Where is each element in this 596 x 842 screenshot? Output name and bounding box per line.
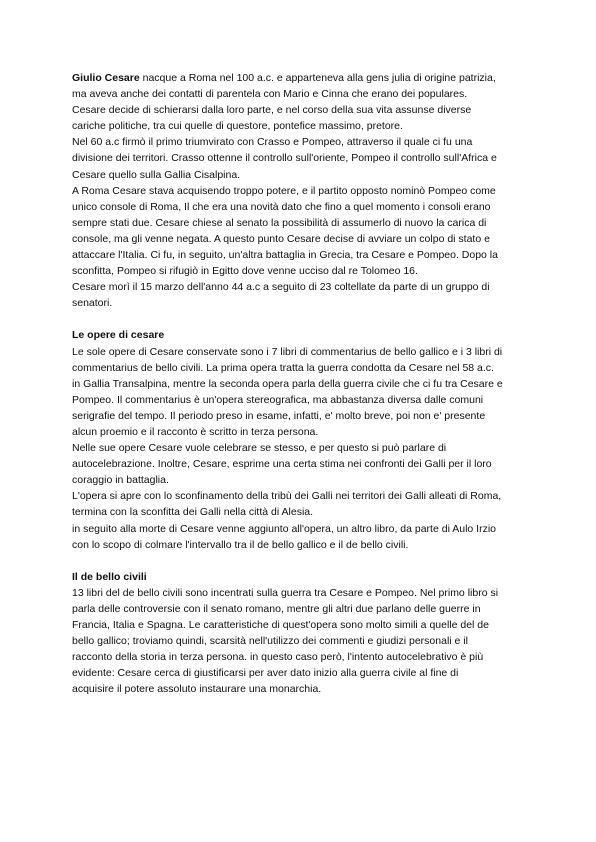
text-line: alcun proemio e il racconto è scritto in terza persona. (72, 425, 319, 438)
text-line: Cesare morì il 15 marzo dell'anno 44 a.c a seguito di 23 coltellate da parte di un gruppo di (72, 281, 490, 294)
text-line: in seguito alla morte di Cesare venne aggiunto all'opera, un altro libro, da parte di Aulo Irzio (72, 522, 497, 535)
text-line: 13 libri del de bello civili sono incentrati sulla guerra tra Cesare e Pompeo. Nel primo libro si (72, 586, 499, 599)
opere-section (72, 327, 540, 552)
text-line: Nel 60 a.c firmò il primo triumvirato con Crasso e Pompeo, attraverso il quale ci fu una (72, 136, 473, 149)
text-line: termina con la sconfitta dei Galli nella città di Alesia. (72, 506, 314, 519)
text-line: divisione dei territori. Crasso ottenne il controllo sull'oriente, Pompeo il controllo sull'Africa e (72, 152, 497, 165)
text-line: serigrafie del tempo. Il periodo preso in esame, infatti, e' molto breve, poi non e' presente (72, 409, 486, 422)
text-line: ma aveva anche dei contatti di parentela con Mario e Cinna che erano dei populares. (72, 88, 468, 101)
text-line: bello gallico; troviamo quindi, scarsità nell'utilizzo dei commenti e giudizi personali e il (72, 635, 468, 648)
text-line: in Gallia Transalpina, mentre la seconda opera parla della guerra civile che ci fu tra Cesare e (72, 377, 503, 390)
text-line: sempre stati due. Cesare chiese al senato la possibilità di assumerlo di nuovo la carica di (72, 216, 487, 229)
text-line: attaccare l'Italia. Ci fu, in seguito, un'altra battaglia in Grecia, tra Cesare e Pompeo. Dopo la (72, 249, 498, 262)
intro-first-line (72, 70, 540, 86)
text-line: coraggio in battaglia. (72, 474, 169, 487)
text-line: console, ma gli venne negata. A questo punto Cesare decise di avviare un colpo di stato e (72, 232, 490, 245)
section-gap (72, 311, 540, 327)
text-line: Le sole opere di Cesare conservate sono i 7 libri di commentarius de bello gallico e i 3 libri di (72, 345, 503, 358)
text-line: senatori. (72, 297, 113, 310)
civili-section (72, 569, 540, 698)
text-line: Cesare quello sulla Gallia Cisalpina. (72, 168, 241, 181)
text-line: commentarius de bello civili. La prima opera tratta la guerra condotta da Cesare nel 58 a.c. (72, 361, 494, 374)
text-line: racconto della storia in terza persona. in questo caso però, l'intento autocelebrativo è più (72, 651, 484, 664)
opere-heading: Le opere di cesare (72, 329, 165, 342)
text-line: Nelle sue opere Cesare vuole celebrare se stesso, e per questo si può parlare di (72, 442, 447, 455)
section-gap (72, 553, 540, 569)
text-line: Pompeo. Il commentarius è un'opera stereografica, ma abbastanza diversa dalle comuni (72, 393, 484, 406)
civili-lines (72, 585, 540, 698)
text-line: unico console di Roma, Il che era una novità dato che fino a quel momento i consoli erano (72, 200, 491, 213)
text-line: Francia, Italia e Spagna. Le caratteristiche di quest'opera sono molto simili a quelle del de (72, 619, 489, 631)
text-line: sconfitta, Pompeo si rifugiò in Egitto dove venne ucciso dal re Tolomeo 16. (72, 265, 418, 278)
intro-section (72, 70, 540, 311)
text-line: parla delle controversie con il senato romano, mentre gli altri due parlano delle guerre in (72, 602, 481, 615)
text-line: cariche politiche, tra cui quelle di questore, pontefice massimo, pretore. (72, 120, 403, 133)
opere-lines (72, 344, 540, 553)
text-line: autocelebrazione. Inoltre, Cesare, esprime una certa stima nei confronti dei Galli per il loro (72, 458, 492, 471)
text-line: con lo scopo di colmare l'intervallo tra il de bello gallico e il de bello civili. (72, 538, 409, 551)
civili-heading: Il de bello civili (72, 570, 147, 583)
intro-lines (72, 86, 540, 311)
text-line: acquisire il potere assoluto instaurare una monarchia. (72, 683, 322, 696)
subject-name: Giulio Cesare (72, 72, 140, 84)
text-line: A Roma Cesare stava acquisendo troppo potere, e il partito opposto nominò Pompeo come (72, 184, 496, 197)
text-line: L'opera si apre con lo sconfinamento della tribù dei Galli nei territori dei Galli alleati di Roma, (72, 490, 502, 503)
intro-first-line-text: nacque a Roma nel 100 a.c. e apparteneva alla gens julia di origine patrizia, (139, 72, 496, 84)
text-line: evidente: Cesare cerca di giustificarsi per aver dato inizio alla guerra civile al fine di (72, 667, 459, 680)
text-line: Cesare decide di schierarsi dalla loro parte, e nel corso della sua vita assunse diverse (72, 104, 472, 117)
